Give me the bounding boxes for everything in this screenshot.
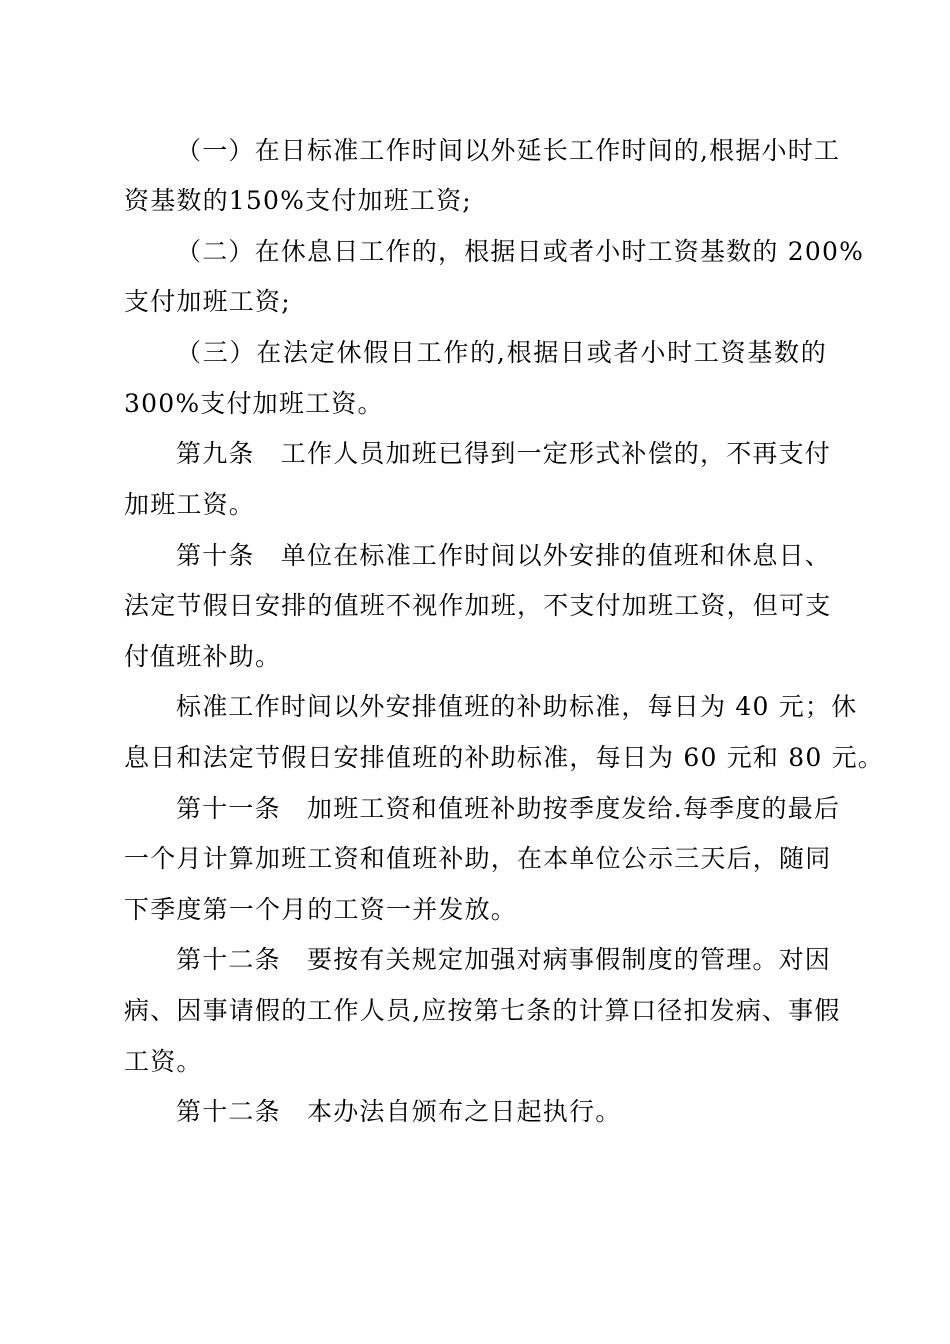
paragraph-line: （三）在法定休假日工作的,根据日或者小时工资基数的	[176, 338, 827, 367]
paragraph-line: 病、因事请假的工作人员,应按第七条的计算口径扣发病、事假	[124, 996, 841, 1025]
paragraph-line: 加班工资。	[124, 490, 256, 519]
paragraph-line: 下季度第一个月的工资一并发放。	[124, 895, 518, 924]
article-11-line: 第十一条 加班工资和值班补助按季度发给.每季度的最后	[176, 794, 841, 823]
paragraph-line: 法定节假日安排的值班不视作加班，不支付加班工资，但可支	[124, 591, 832, 620]
article-final-line: 第十二条 本办法自颁布之日起执行。	[176, 1097, 622, 1126]
paragraph-line: 一个月计算加班工资和值班补助，在本单位公示三天后，随同	[124, 844, 832, 873]
paragraph-line: 工资。	[124, 1047, 203, 1076]
paragraph-line: （一）在日标准工作时间以外延长工作时间的,根据小时工	[176, 136, 841, 165]
paragraph-line: 支付加班工资;	[124, 287, 291, 316]
paragraph-line: 资基数的150%支付加班工资;	[124, 186, 472, 215]
paragraph-line: 300%支付加班工资。	[124, 389, 384, 418]
paragraph-line: 标准工作时间以外安排值班的补助标准，每日为 40 元；休	[176, 692, 858, 721]
article-9-line: 第九条 工作人员加班已得到一定形式补偿的，不再支付	[176, 439, 832, 468]
article-10-line: 第十条 单位在标准工作时间以外安排的值班和休息日、	[176, 541, 832, 570]
paragraph-line: （二）在休息日工作的，根据日或者小时工资基数的 200%	[176, 237, 865, 266]
paragraph-line: 付值班补助。	[124, 642, 282, 671]
article-12-line: 第十二条 要按有关规定加强对病事假制度的管理。对因	[176, 945, 832, 974]
paragraph-line: 息日和法定节假日安排值班的补助标准，每日为 60 元和 80 元。	[124, 743, 885, 772]
